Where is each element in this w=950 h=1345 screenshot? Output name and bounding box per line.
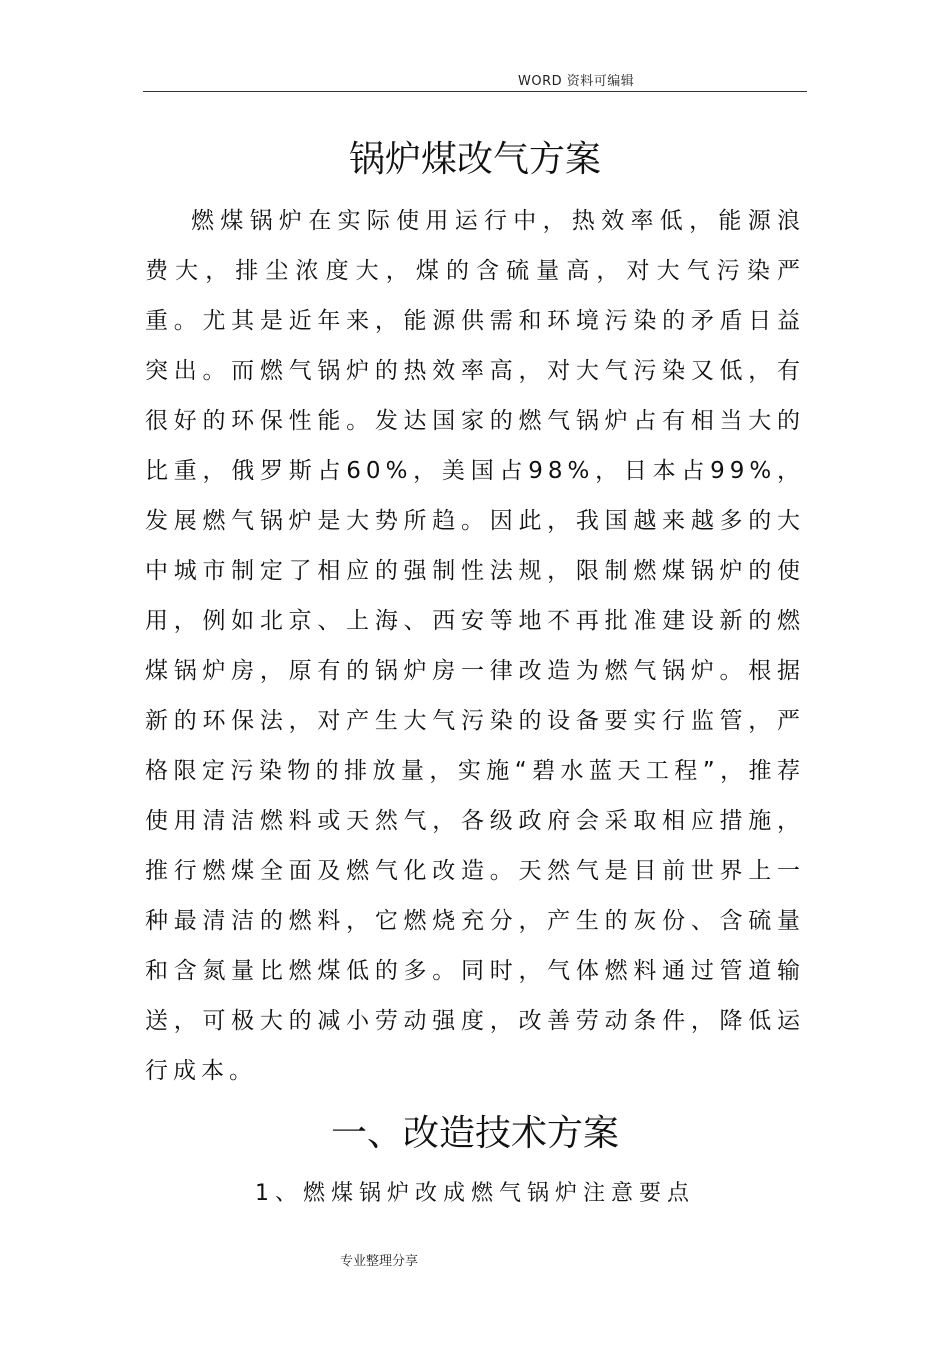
page-header-text: WORD 资料可编辑 — [518, 74, 635, 89]
page-footer-text: 专业整理分享 — [340, 1254, 419, 1269]
subsection-heading: 1、燃煤锅炉改成燃气锅炉注意要点 — [255, 1181, 695, 1206]
header-divider — [143, 91, 807, 92]
intro-paragraph: 燃煤锅炉在实际使用运行中，热效率低，能源浪费大，排尘浓度大，煤的含硫量高，对大气污染严重。尤其是近年来，能源供需和环境污染的矛盾日益突出。而燃气锅炉的热效率高，对大气污染又低，有很好的环保性能。发达国家的燃气锅炉占有相当大的比重，俄罗斯占60%，美国占98%，日本占99%，发展燃气锅炉是大势所趋。因此，我国越来越多的大中城市制定了相应的强制性法规，限制燃煤锅炉的使用，例如北京、上海、西安等地不再批准建设新的燃煤锅炉房，原有的锅炉房一律改造为燃气锅炉。根据新的环保法，对产生大气污染的设备要实行监管，严格限定污染物的排放量，实施“碧水蓝天工程”，推荐使用清洁燃料或天然气，各级政府会采取相应措施，推行燃煤全面及燃气化改造。天然气是目前世界上一种最清洁的燃料，它燃烧充分，产生的灰份、含硫量和含氮量比燃煤低的多。同时，气体燃料通过管道输送，可极大的减小劳动强度，改善劳动条件，降低运行成本。 — [145, 208, 805, 1084]
document-title: 锅炉煤改气方案 — [348, 139, 601, 180]
section-heading: 一、改造技术方案 — [330, 1113, 619, 1154]
